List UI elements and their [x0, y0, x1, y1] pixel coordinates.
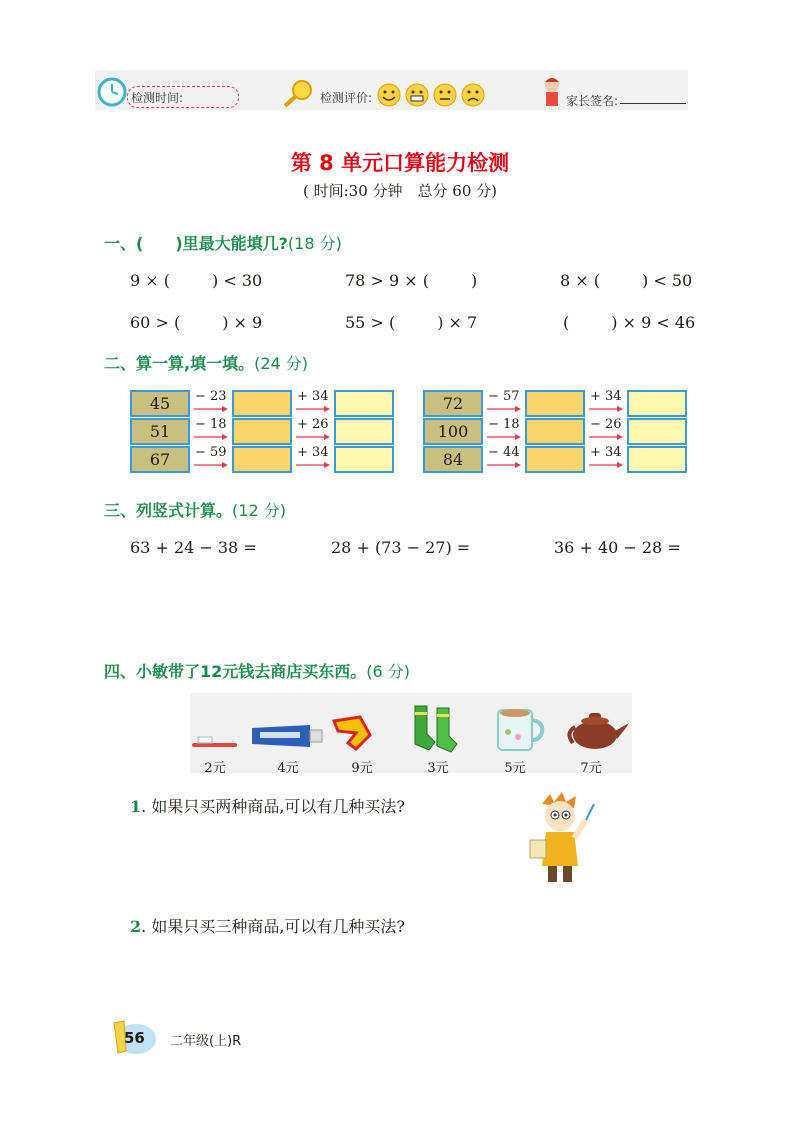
flow-right-answer2-1[interactable]	[627, 418, 687, 445]
flow-right-start-2: 84	[423, 446, 483, 473]
arrow-right-icon	[587, 404, 625, 414]
s1-q3: 8 × ( ) < 50	[560, 271, 693, 290]
flow-left-answer1-1[interactable]	[232, 418, 292, 445]
arrow-right-icon	[294, 432, 332, 442]
page-number: 56	[124, 1029, 145, 1047]
flow-right-arrow1-0	[485, 390, 523, 417]
flow-left-answer2-2[interactable]	[334, 446, 394, 473]
section2-title: 二、算一算,填一填。	[104, 354, 255, 373]
flow-op: − 57	[488, 389, 520, 404]
clock-icon	[96, 76, 128, 108]
section2-points: (24 分)	[254, 354, 309, 373]
s1-q4: 60 > ( ) × 9	[130, 313, 263, 332]
flow-left-arrow2-0	[294, 390, 332, 417]
price-scarf: 9元	[351, 761, 373, 776]
flow-left-start-2: 67	[130, 446, 190, 473]
s4-question-1: 1. 如果只买两种商品,可以有几种买法?	[130, 797, 405, 816]
flow-right-start-1: 100	[423, 418, 483, 445]
parent-label: 家长签名:	[566, 94, 619, 108]
arrow-right-icon	[192, 460, 230, 470]
flow-right-arrow2-0	[587, 390, 625, 417]
arrow-right-icon	[587, 432, 625, 442]
s3-problem-3: 36 + 40 − 28 =	[554, 538, 681, 557]
flow-op: − 18	[488, 417, 520, 432]
flow-right-start-0: 72	[423, 390, 483, 417]
flow-op: − 23	[195, 389, 227, 404]
price-toothpaste: 4元	[277, 761, 299, 776]
section4-title-a: 四、小敏带了	[104, 662, 201, 681]
flow-right-arrow1-2	[485, 446, 523, 473]
flow-right-answer2-2[interactable]	[627, 446, 687, 473]
boy-illustration-icon	[520, 790, 600, 890]
parent-icon	[540, 76, 564, 108]
time-label: 检测时间:	[131, 91, 184, 105]
socks-icon	[407, 704, 463, 754]
flow-left-answer2-0[interactable]	[334, 390, 394, 417]
flow-op: + 26	[297, 417, 329, 432]
section4-title-b: 元钱去商店买东西。	[222, 662, 367, 681]
s3-problem-2: 28 + (73 − 27) =	[331, 538, 471, 557]
flow-right-answer2-0[interactable]	[627, 390, 687, 417]
flow-op: − 18	[195, 417, 227, 432]
grin-face-icon	[406, 84, 428, 106]
price-teapot: 7元	[580, 761, 602, 776]
s3-problem-1: 63 + 24 − 38 =	[130, 538, 257, 557]
section1-heading	[104, 231, 342, 254]
s4-question-2: 2. 如果只买三种商品,可以有几种买法?	[130, 917, 405, 936]
arrow-right-icon	[485, 460, 523, 470]
page-subtitle: ( 时间:30 分钟 总分 60 分)	[302, 182, 497, 200]
emoji-rating-icons[interactable]	[376, 82, 486, 108]
section3-title: 三、列竖式计算。	[104, 501, 233, 520]
arrow-right-icon	[192, 432, 230, 442]
sad-face-icon	[462, 84, 484, 106]
scarf-icon	[330, 713, 380, 753]
price-mug: 5元	[504, 761, 526, 776]
flow-right-arrow2-2	[587, 446, 625, 473]
flow-op: − 59	[195, 445, 227, 460]
flow-op: + 34	[297, 389, 329, 404]
flow-left-answer1-2[interactable]	[232, 446, 292, 473]
section4-money: 12	[200, 662, 223, 681]
s1-q1: 9 × ( ) < 30	[130, 271, 263, 290]
s1-q6: ( ) × 9 < 46	[563, 313, 696, 332]
grade-label: 二年级(上)R	[170, 1034, 242, 1049]
section3-heading	[104, 498, 286, 521]
flow-op: − 26	[590, 417, 622, 432]
section3-points: (12 分)	[232, 501, 286, 520]
section4-heading	[104, 659, 410, 682]
section2-heading	[104, 351, 308, 374]
arrow-right-icon	[294, 460, 332, 470]
mug-icon	[494, 704, 546, 754]
s1-q2: 78 > 9 × ( )	[345, 271, 478, 290]
price-socks: 3元	[427, 761, 449, 776]
signature-line[interactable]	[620, 103, 686, 104]
toothbrush-icon	[190, 733, 245, 753]
price-toothbrush: 2元	[204, 761, 226, 776]
flow-right-answer1-0[interactable]	[525, 390, 585, 417]
flow-op: − 44	[488, 445, 520, 460]
flow-op: + 34	[590, 445, 622, 460]
flow-left-answer2-1[interactable]	[334, 418, 394, 445]
arrow-right-icon	[587, 460, 625, 470]
section4-points: (6 分)	[366, 662, 411, 681]
section1-title: 一、( )里最大能填几?	[104, 234, 288, 253]
flow-left-arrow1-2	[192, 446, 230, 473]
s1-q5: 55 > ( ) × 7	[345, 313, 478, 332]
magnifier-icon	[282, 78, 316, 108]
teapot-icon	[563, 707, 631, 751]
flow-right-answer1-1[interactable]	[525, 418, 585, 445]
flow-left-arrow1-0	[192, 390, 230, 417]
flow-left-arrow2-2	[294, 446, 332, 473]
arrow-right-icon	[485, 432, 523, 442]
flow-right-arrow1-1	[485, 418, 523, 445]
eval-label: 检测评价:	[320, 91, 373, 105]
flow-left-answer1-0[interactable]	[232, 390, 292, 417]
flow-right-arrow2-1	[587, 418, 625, 445]
happy-face-icon	[378, 84, 400, 106]
toothpaste-icon	[250, 722, 325, 750]
flow-op: + 34	[590, 389, 622, 404]
arrow-right-icon	[294, 404, 332, 414]
flow-left-arrow2-1	[294, 418, 332, 445]
neutral-face-icon	[434, 84, 456, 106]
flow-left-arrow1-1	[192, 418, 230, 445]
flow-op: + 34	[297, 445, 329, 460]
flow-left-start-1: 51	[130, 418, 190, 445]
page-title: 第 8 单元口算能力检测	[290, 151, 510, 175]
arrow-right-icon	[192, 404, 230, 414]
flow-left-start-0: 45	[130, 390, 190, 417]
flow-right-answer1-2[interactable]	[525, 446, 585, 473]
arrow-right-icon	[485, 404, 523, 414]
section1-points: (18 分)	[287, 234, 342, 253]
